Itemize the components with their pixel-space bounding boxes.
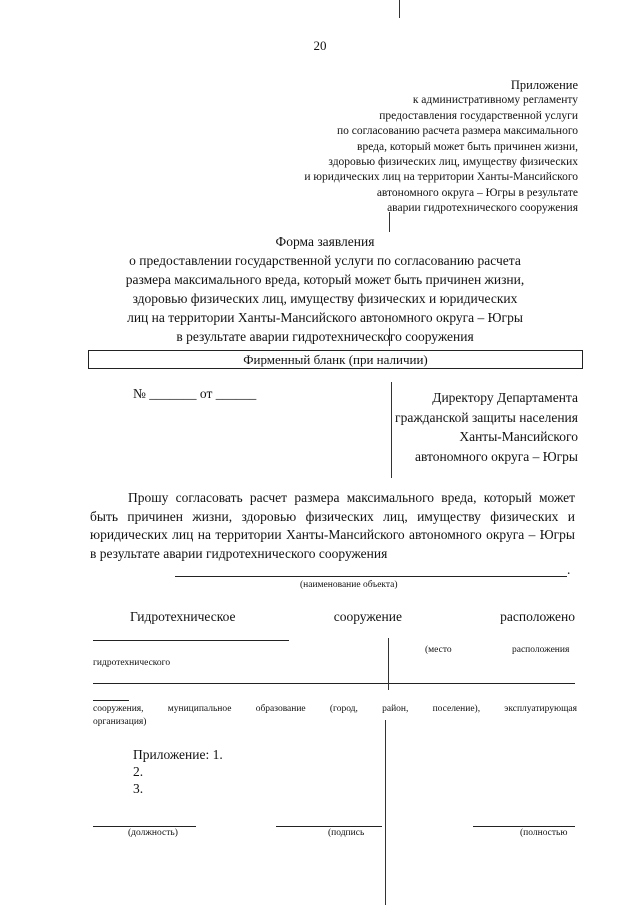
appendix-line: и юридических лиц на территории Ханты-Мансийского: [304, 171, 578, 184]
attachment-item: 2.: [133, 764, 144, 779]
location-caption-open: (место: [425, 645, 452, 655]
appendix-line: вреда, который может быть причинен жизни,: [357, 140, 578, 153]
scan-fold-line: [389, 328, 390, 346]
date-blank[interactable]: ______: [215, 386, 257, 401]
request-paragraph: [90, 489, 575, 563]
fullname-signature-line[interactable]: [473, 826, 575, 827]
number-sign: №: [133, 386, 146, 401]
hydro-word: расположено: [500, 609, 575, 624]
recipient-line: Директору Департамента: [432, 390, 578, 405]
attachments-list: [133, 746, 223, 797]
object-name-underline[interactable]: [175, 576, 567, 577]
scan-fold-line: [399, 0, 400, 18]
scan-fold-line: [389, 212, 390, 232]
request-text: Прошу согласовать расчет размера максимального вреда, который может быть причинен жизни, здоровью физических лиц, имуществу физических и юридических лиц на территории Ханты-Мансийского автономного округа – Югры в результате аварии гидротехнического сооружения: [90, 490, 575, 561]
number-blank[interactable]: _______: [149, 386, 197, 401]
form-title: [90, 232, 560, 346]
appendix-line: автономного округа – Югры в результате: [376, 186, 578, 199]
recipient-block: [395, 388, 578, 466]
form-title-line: размера максимального вреда, который может быть причинен жизни,: [125, 272, 525, 287]
appendix-line: здоровью физических лиц, имуществу физических: [328, 156, 578, 169]
scan-fold-line: [391, 382, 392, 478]
scan-fold-line: [385, 720, 386, 905]
object-caption: (наименование объекта): [300, 580, 398, 590]
position-caption: (должность): [128, 828, 178, 838]
attachment-item: Приложение: 1.: [133, 747, 223, 762]
location-long-underline[interactable]: [93, 683, 575, 684]
appendix-line: к административному регламенту: [412, 94, 578, 107]
appendix-line: по согласованию расчета размера максимального: [336, 125, 578, 138]
appendix-line: Приложение: [510, 78, 578, 92]
hydro-word: сооружение: [333, 609, 402, 624]
appendix-block: [304, 78, 578, 217]
object-end-mark: .: [567, 562, 571, 577]
form-title-line: в результате аварии гидротехнического сооружения: [176, 329, 474, 344]
scan-fold-line: [388, 638, 389, 690]
location-caption-line4: организация): [93, 717, 147, 727]
location-underline[interactable]: [93, 640, 289, 641]
number-date-line: [133, 386, 256, 402]
recipient-line: Ханты-Мансийского: [459, 429, 578, 444]
recipient-line: автономного округа – Югры: [415, 448, 578, 464]
location-short-underline[interactable]: [93, 700, 129, 701]
hydro-word: Гидротехническое: [130, 609, 236, 624]
form-title-line: здоровью физических лиц, имуществу физических и юридических: [132, 291, 518, 306]
appendix-line: аварии гидротехнического сооружения: [387, 202, 578, 215]
location-caption-line3: сооружения, муниципальное образование (город, район, поселение), эксплуатирующая: [93, 704, 577, 714]
location-caption-tail: расположения: [512, 645, 570, 655]
form-title-line: лиц на территории Ханты-Мансийского автономного округа – Югры: [127, 310, 523, 325]
form-title-line: о предоставлении государственной услуги по согласованию расчета: [129, 253, 521, 268]
letterhead-box: Фирменный бланк (при наличии): [88, 350, 583, 369]
location-caption-line2: гидротехнического: [93, 658, 171, 668]
signature-caption: (подпись: [328, 828, 365, 838]
form-title-line: Форма заявления: [275, 234, 375, 249]
fullname-caption: (полностью: [520, 828, 568, 838]
page-number: 20: [313, 38, 327, 53]
recipient-line: гражданской защиты населения: [395, 409, 578, 425]
appendix-line: предоставления государственной услуги: [379, 109, 578, 122]
date-from-label: от: [199, 386, 213, 401]
hydro-line: [90, 609, 575, 625]
signature-line[interactable]: [276, 826, 382, 827]
attachment-item: 3.: [133, 781, 144, 796]
position-signature-line[interactable]: [93, 826, 196, 827]
